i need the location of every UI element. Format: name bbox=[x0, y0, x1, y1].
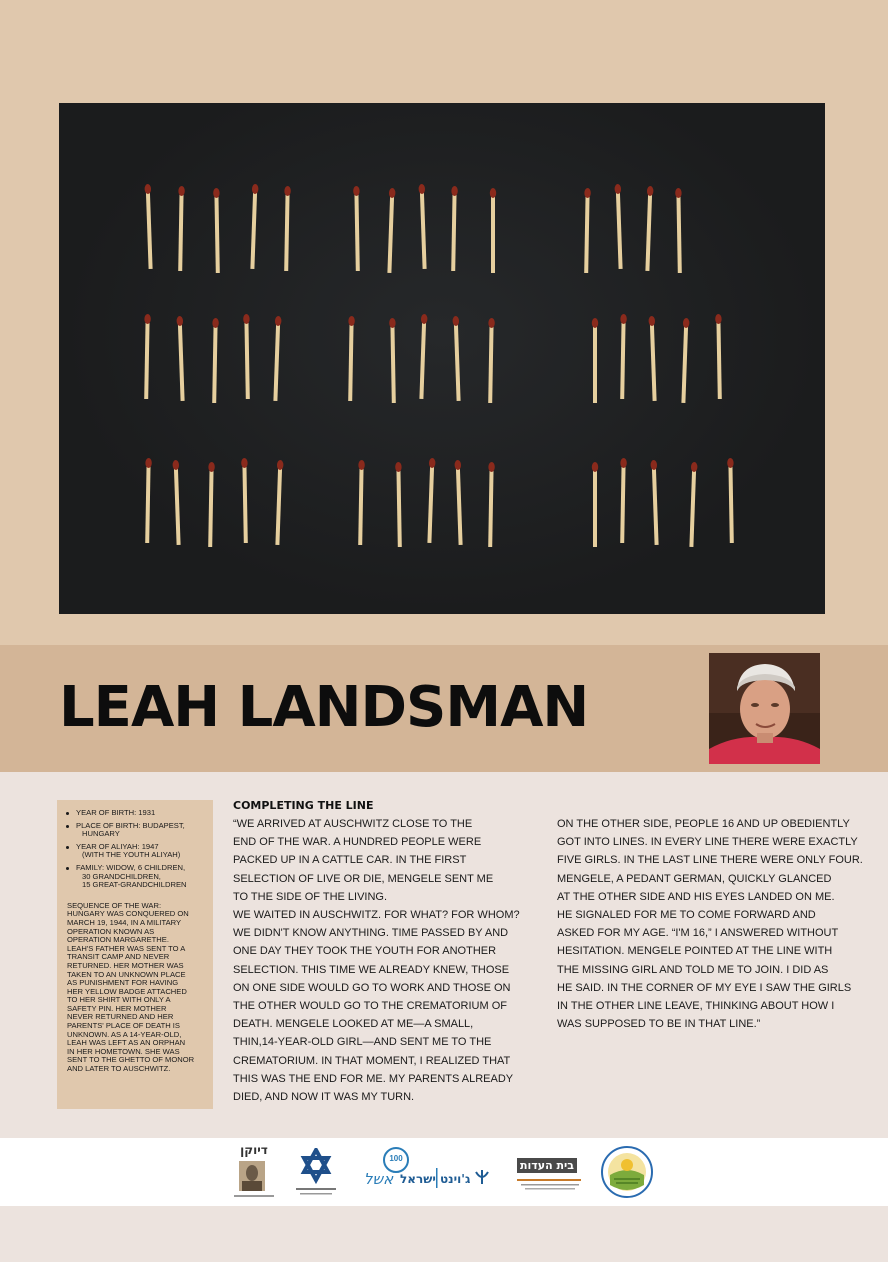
text-line: HUNGARY WAS CONQUERED ON bbox=[67, 909, 189, 919]
text-line: AS PUNISHMENT FOR HAVING bbox=[67, 978, 179, 988]
dyukan-logo bbox=[232, 1143, 276, 1201]
text-line: TO HER SHIRT WITH ONLY A bbox=[67, 995, 171, 1005]
text-line: HESITATION. MENGELE POINTED AT THE LINE WITH bbox=[557, 945, 833, 958]
matchstick bbox=[648, 316, 657, 401]
text-line: ON THE OTHER SIDE, PEOPLE 16 AND UP OBEDIENTLY bbox=[557, 818, 850, 830]
matchstick bbox=[583, 188, 591, 273]
text-line: TRANSIT CAMP AND NEVER bbox=[67, 952, 170, 962]
regional-council-emblem bbox=[600, 1145, 654, 1199]
text-line: SENT TO THE GHETTO OF MONOR bbox=[67, 1055, 195, 1065]
matchstick bbox=[389, 318, 397, 403]
text-line: AND LATER TO AUSCHWITZ. bbox=[67, 1064, 171, 1074]
matchstick bbox=[619, 458, 627, 543]
war-sequence-text bbox=[66, 902, 207, 1074]
fact-line: HUNGARY bbox=[82, 829, 120, 839]
fact-family bbox=[66, 864, 207, 890]
story-column-1 bbox=[233, 815, 533, 1106]
beit-haedut-logo bbox=[517, 1156, 583, 1190]
matchstick bbox=[454, 460, 463, 545]
joint-eshel-logo bbox=[362, 1146, 500, 1198]
text-line: DIED, AND NOW IT WAS MY TURN. bbox=[233, 1091, 415, 1104]
fact-line: FAMILY: WIDOW, 6 CHILDREN, bbox=[76, 862, 186, 872]
text-line: ASKED FOR MY AGE. “I'M 16,” I ANSWERED WITHOUT bbox=[557, 927, 839, 940]
matchstick bbox=[144, 184, 153, 269]
text-line: END OF THE WAR. A HUNDRED PEOPLE WERE bbox=[233, 836, 482, 849]
person-name: LEAH LANDSMAN bbox=[59, 675, 589, 740]
matches-artwork bbox=[59, 103, 825, 614]
matchstick bbox=[490, 188, 496, 273]
text-line: WAS SUPPOSED TO BE IN THAT LINE.” bbox=[557, 1018, 761, 1031]
matchstick bbox=[272, 316, 281, 401]
text-line: ONE DAY THEY TOOK THE YOUTH FOR ANOTHER bbox=[233, 945, 497, 958]
matchstick bbox=[644, 186, 653, 271]
matchstick bbox=[619, 314, 627, 399]
text-line: PACKED UP IN A CATTLE CAR. IN THE FIRST bbox=[233, 854, 467, 867]
matchstick bbox=[592, 318, 598, 403]
text-line: LEAH'S FATHER WAS SENT TO A bbox=[67, 943, 186, 953]
fact-birth-year bbox=[66, 809, 207, 818]
matchstick bbox=[680, 318, 689, 403]
text-line: “WE ARRIVED AT AUSCHWITZ CLOSE TO THE bbox=[233, 818, 473, 830]
text-line: THIS WAS THE END FOR ME. MY PARENTS ALREADY bbox=[233, 1072, 514, 1085]
matchstick bbox=[274, 460, 283, 545]
text-line: WE DIDN'T KNOW ANYTHING. TIME PASSED BY AND bbox=[233, 927, 509, 940]
matchstick bbox=[487, 318, 495, 403]
fact-birth-place bbox=[66, 822, 207, 839]
text-line: MARCH 19, 1944, IN A MILITARY bbox=[67, 917, 182, 927]
text-line: SEQUENCE OF THE WAR: bbox=[67, 900, 162, 910]
matchstick bbox=[144, 458, 152, 543]
matchstick bbox=[357, 460, 365, 545]
matchstick bbox=[450, 186, 458, 271]
text-line: FIVE GIRLS. IN THE LAST LINE THERE WERE ONLY FOUR. bbox=[557, 854, 863, 867]
text-line: THE OTHER WOULD GO TO THE CREMATORIUM OF bbox=[233, 1000, 507, 1013]
text-line: TAKEN TO AN UNKNOWN PLACE bbox=[67, 969, 186, 979]
text-line: HE SIGNALED FOR ME TO COME FORWARD AND bbox=[557, 909, 816, 922]
matches-photo bbox=[59, 103, 825, 614]
text-line: RETURNED. HER MOTHER WAS bbox=[67, 960, 184, 970]
bio-sidebar bbox=[57, 800, 213, 1109]
matchstick bbox=[353, 186, 361, 271]
matchstick bbox=[418, 314, 427, 399]
story-column-2 bbox=[557, 815, 862, 1033]
dyukan-wordmark: דיוקן bbox=[240, 1143, 268, 1157]
text-line: SAFETY PIN. HER MOTHER bbox=[67, 1003, 167, 1013]
text-line: LEAH WAS LEFT AS AN ORPHAN bbox=[67, 1038, 186, 1048]
text-line: IN HER HOMETOWN. SHE WAS bbox=[67, 1046, 180, 1056]
text-line: TO THE SIDE OF THE LIVING. bbox=[233, 890, 388, 903]
star-org-logo bbox=[290, 1148, 342, 1198]
matchstick bbox=[172, 460, 181, 545]
matchstick bbox=[426, 458, 435, 543]
matchstick bbox=[452, 316, 461, 401]
text-line: NEVER RETURNED AND HER bbox=[67, 1012, 174, 1022]
text-line: UNKNOWN. AS A 14-YEAR-OLD, bbox=[67, 1029, 182, 1039]
matchstick bbox=[715, 314, 723, 399]
matchstick bbox=[347, 316, 355, 401]
text-line: DEATH. MENGELE LOOKED AT ME—A SMALL, bbox=[233, 1018, 474, 1031]
text-line: GOT INTO LINES. IN EVERY LINE THERE WERE EXACTLY bbox=[557, 836, 858, 849]
matchstick bbox=[650, 460, 659, 545]
fact-line: 30 GRANDCHILDREN, bbox=[82, 871, 161, 881]
fact-line: YEAR OF BIRTH: 1931 bbox=[76, 808, 156, 817]
matchstick bbox=[688, 462, 697, 547]
matchstick bbox=[592, 462, 598, 547]
text-line: HER YELLOW BADGE ATTACHED bbox=[67, 986, 187, 996]
matchstick bbox=[207, 462, 215, 547]
story-title: COMPLETING THE LINE bbox=[233, 799, 374, 812]
text-line: MENGELE, A PEDANT GERMAN, QUICKLY GLANCED bbox=[557, 872, 832, 885]
badge-100-label: 100 bbox=[389, 1154, 403, 1163]
text-line: PARENTS' PLACE OF DEATH IS bbox=[67, 1021, 180, 1031]
text-line: IN THE OTHER LINE LEAVE, THINKING ABOUT HOW I bbox=[557, 1000, 835, 1013]
matchstick bbox=[143, 314, 151, 399]
matchstick bbox=[614, 184, 623, 269]
text-line: THIN,14-YEAR-OLD GIRL—AND SENT ME TO THE bbox=[233, 1036, 492, 1049]
matchstick bbox=[675, 188, 683, 273]
text-line: THE MISSING GIRL AND TOLD ME TO JOIN. I DID AS bbox=[557, 963, 829, 976]
matchstick bbox=[487, 462, 495, 547]
matchstick bbox=[418, 184, 427, 269]
matchstick bbox=[211, 318, 219, 403]
matchstick bbox=[395, 462, 403, 547]
matchstick bbox=[386, 188, 395, 273]
eshel-wordmark: אשל bbox=[364, 1170, 394, 1188]
facts-list bbox=[66, 809, 207, 890]
joint-wordmark: ג'וינט ישראל bbox=[400, 1172, 471, 1186]
matchstick bbox=[249, 184, 258, 269]
text-line: SELECTION. THIS TIME WE ALREADY KNEW, THOSE bbox=[233, 963, 510, 976]
fact-line: 15 GREAT-GRANDCHILDREN bbox=[82, 880, 187, 890]
fact-line: YEAR OF ALIYAH: 1947 bbox=[76, 841, 159, 851]
text-line: AT THE OTHER SIDE AND HIS EYES LANDED ON ME. bbox=[557, 890, 835, 903]
matchstick bbox=[213, 188, 221, 273]
portrait-photo bbox=[709, 653, 820, 764]
matchstick bbox=[243, 314, 251, 399]
text-line: HE SAID. IN THE CORNER OF MY EYE I SAW THE GIRLS bbox=[557, 981, 852, 994]
logo-band bbox=[0, 1138, 888, 1206]
beit-haedut-wordmark: בית העדות bbox=[517, 1158, 577, 1173]
fact-aliyah bbox=[66, 843, 207, 860]
matchstick bbox=[241, 458, 249, 543]
text-line: OPERATION MARGARETHE. bbox=[67, 935, 169, 945]
matchstick bbox=[727, 458, 735, 543]
matchstick bbox=[283, 186, 291, 271]
text-line: SELECTION OF LIVE OR DIE, MENGELE SENT ME bbox=[233, 872, 494, 885]
fact-line: (WITH THE YOUTH ALIYAH) bbox=[82, 850, 181, 860]
text-line: WE WAITED IN AUSCHWITZ. FOR WHAT? FOR WHOM? bbox=[233, 909, 520, 922]
fact-line: PLACE OF BIRTH: BUDAPEST, bbox=[76, 820, 185, 830]
text-line: ON ONE SIDE WOULD GO TO WORK AND THOSE ON bbox=[233, 981, 511, 994]
matchstick bbox=[177, 186, 185, 271]
text-line: CREMATORIUM. IN THAT MOMENT, I REALIZED THAT bbox=[233, 1054, 511, 1067]
text-line: OPERATION KNOWN AS bbox=[67, 926, 155, 936]
matchstick bbox=[176, 316, 185, 401]
